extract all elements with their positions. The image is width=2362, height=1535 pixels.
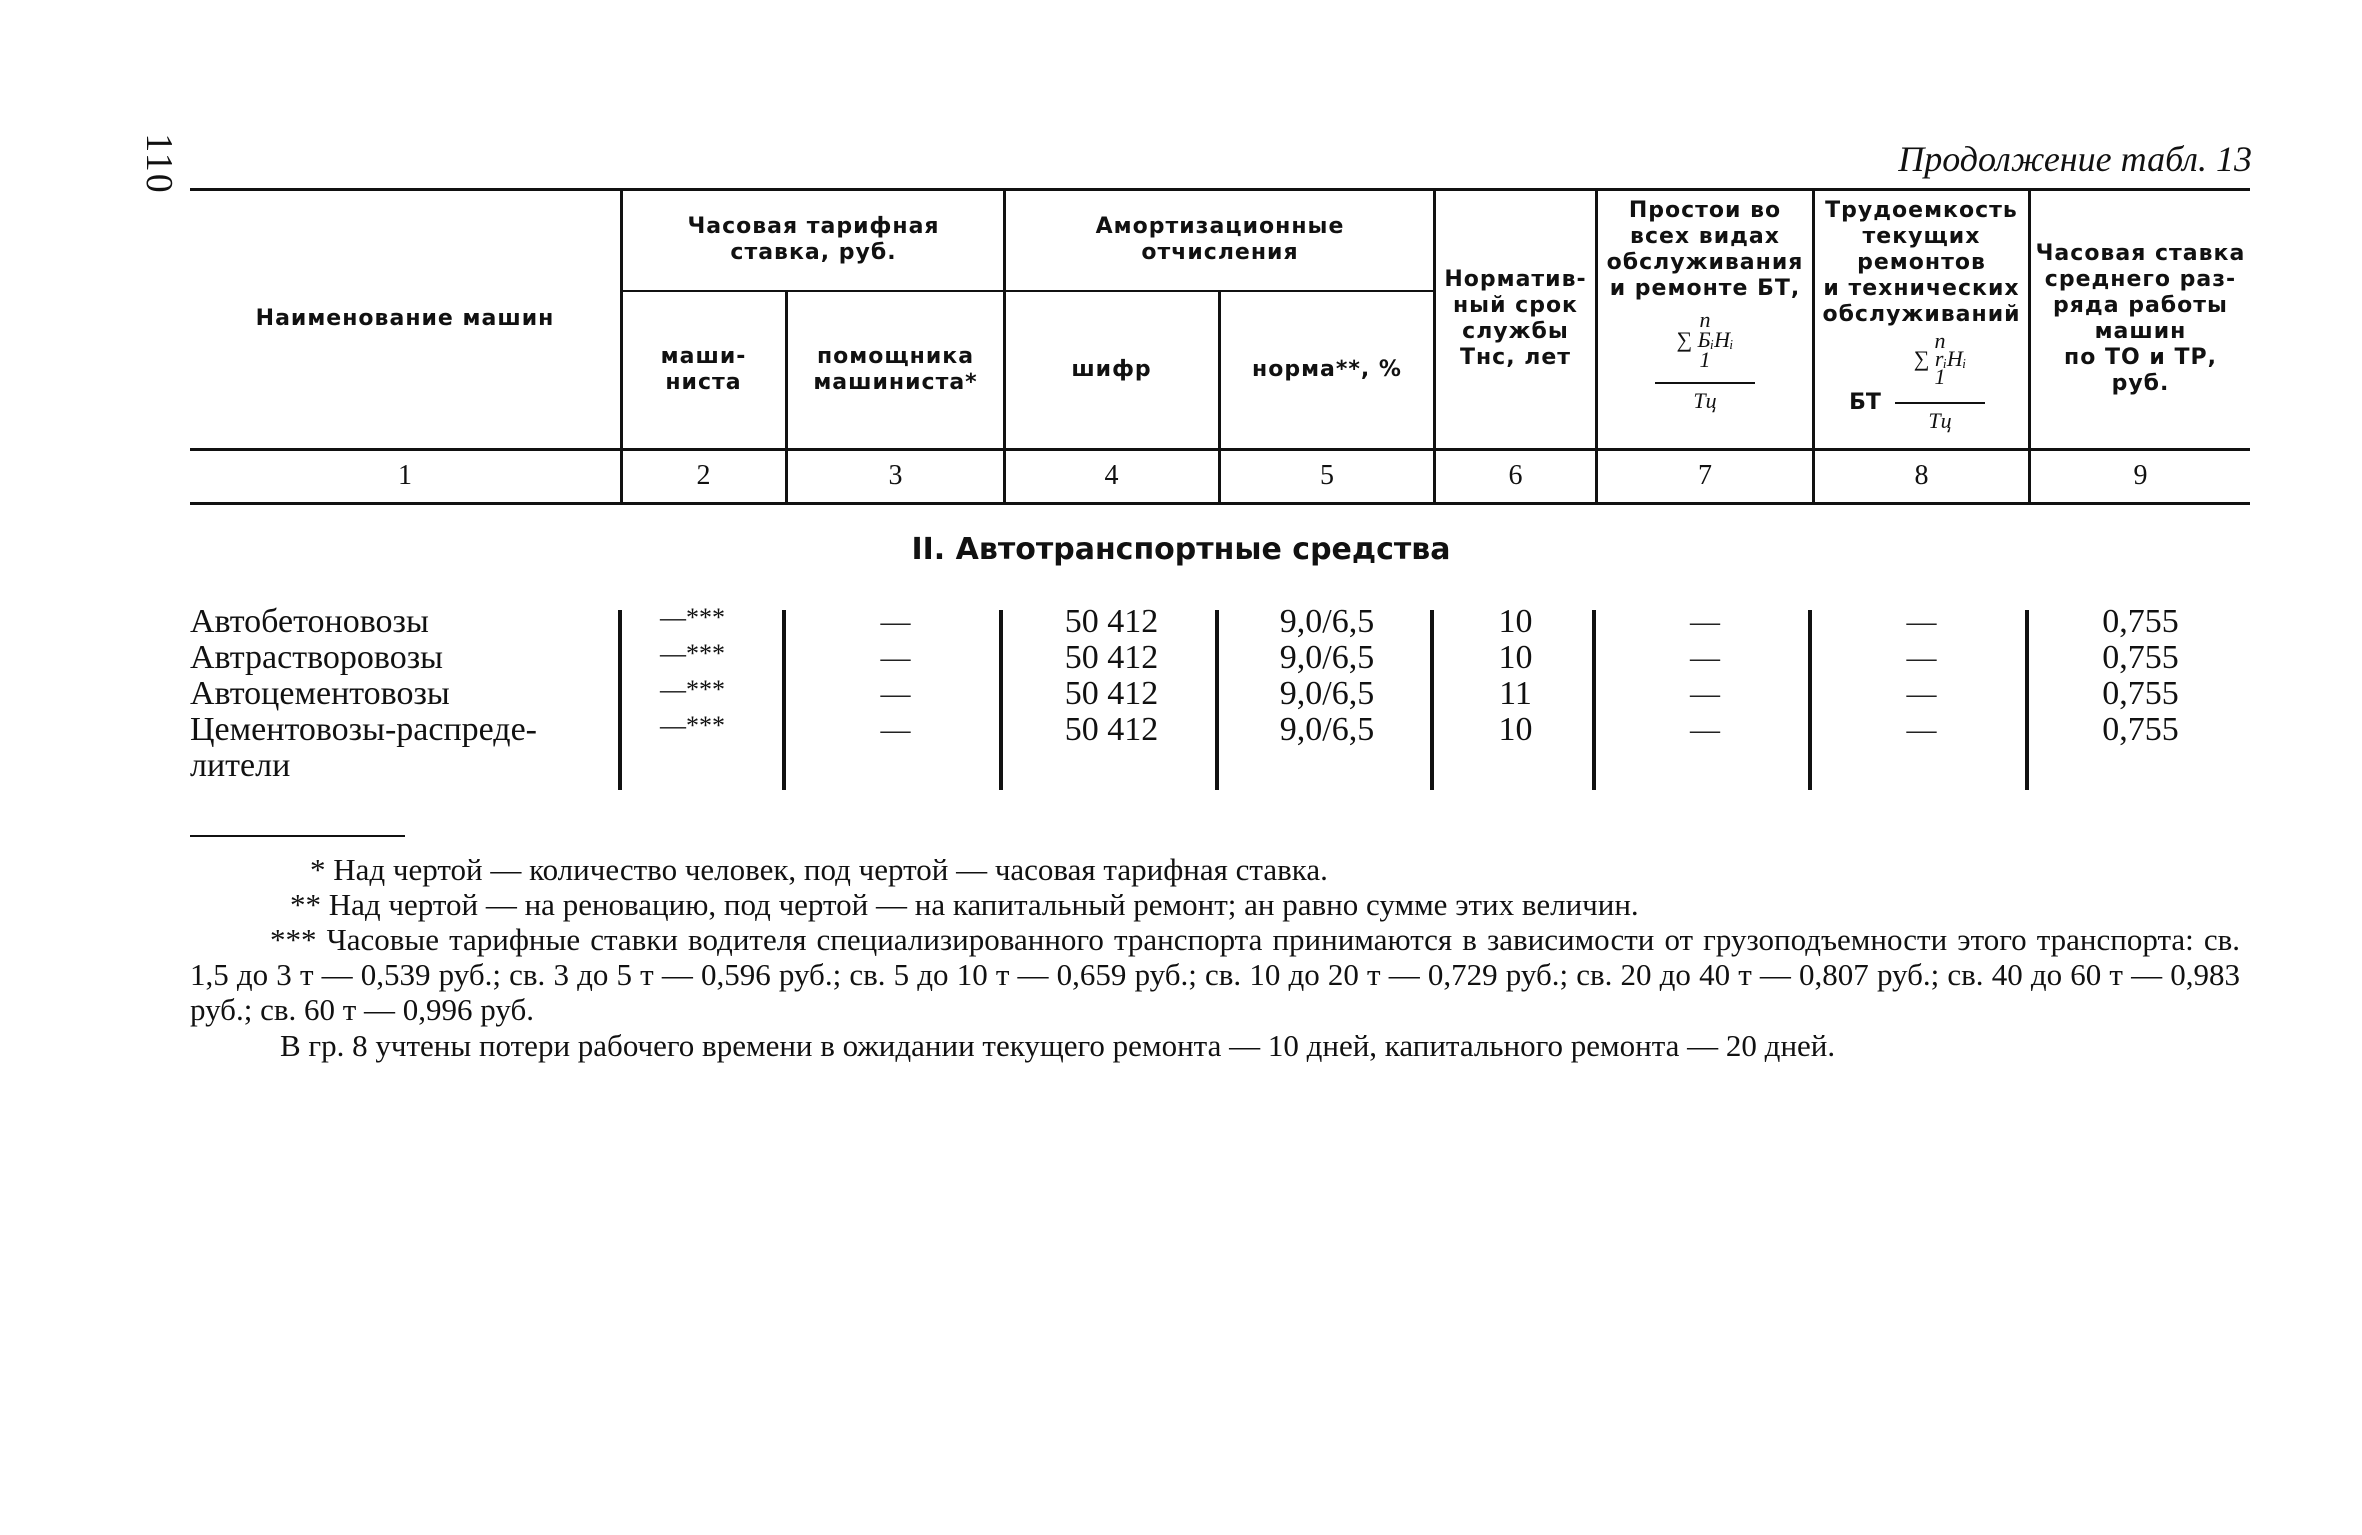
row-assistant-rate: — xyxy=(880,605,911,638)
body-vline xyxy=(782,610,786,790)
row-downtime: — xyxy=(1690,641,1720,674)
col-number: 4 xyxy=(1104,460,1119,491)
col-number: 7 xyxy=(1698,460,1712,491)
colnum-bottom-rule xyxy=(190,502,2250,505)
row-downtime: — xyxy=(1690,713,1720,746)
row-assistant-rate: — xyxy=(880,713,911,746)
row-amort-norm: 9,0/6,5 xyxy=(1279,711,1375,748)
header-labor: Трудоемкость текущих ремонтов и технических обслуживаний xyxy=(1822,198,2021,327)
col-number: 9 xyxy=(2133,460,2148,491)
row-name: Автрастворовозы xyxy=(190,639,443,676)
body-vline xyxy=(618,610,622,790)
header-rate-driver: маши- ниста xyxy=(660,344,747,395)
downtime-formula-bar xyxy=(1655,382,1755,384)
footnote-separator xyxy=(190,835,405,837)
row-name: Автобетоновозы xyxy=(190,603,429,640)
col-number: 5 xyxy=(1320,460,1334,491)
labor-formula-prefix: БТ xyxy=(1849,390,1881,415)
labor-formula-denominator: Tц xyxy=(1928,408,1952,433)
table-caption: Продолжение табл. 13 xyxy=(1898,139,2252,179)
row-assistant-rate: — xyxy=(880,677,911,710)
col-number: 2 xyxy=(696,460,711,491)
row-avg-rate: 0,755 xyxy=(2102,675,2179,712)
row-labor: — xyxy=(1906,641,1937,674)
row-avg-rate: 0,755 xyxy=(2102,711,2179,748)
row-labor: — xyxy=(1906,713,1937,746)
col-number: 6 xyxy=(1508,460,1523,491)
header-rate-group: Часовая тарифная ставка, руб. xyxy=(687,214,940,265)
row-service-life: 10 xyxy=(1498,603,1533,640)
row-name-continued: лители xyxy=(190,747,291,784)
header-service-life: Норматив- ный срок службы Тнс, лет xyxy=(1444,267,1587,370)
header-rate-assistant: помощника машиниста* xyxy=(813,344,978,395)
footnote-4: В гр. 8 учтены потери рабочего времени в ожидании текущего ремонта — 10 дней, капитального ремонта — 20 дней. xyxy=(280,1028,1836,1063)
row-driver-rate: —*** xyxy=(660,603,725,632)
header-name: Наименование машин xyxy=(255,306,555,332)
row-labor: — xyxy=(1906,605,1937,638)
row-assistant-rate: — xyxy=(880,641,911,674)
header-downtime: Простои во всех видах обслуживания и ремонте БТ, xyxy=(1606,198,1804,301)
row-amort-norm: 9,0/6,5 xyxy=(1279,675,1375,712)
row-amort-code: 50 412 xyxy=(1064,603,1159,640)
row-labor: — xyxy=(1906,677,1937,710)
header-group-rule-rate xyxy=(622,290,1005,292)
row-downtime: — xyxy=(1690,677,1720,710)
header-amort-code: шифр xyxy=(1071,357,1152,383)
row-amort-code: 50 412 xyxy=(1064,711,1159,748)
col-number: 3 xyxy=(888,460,903,491)
downtime-formula-numerator: n ∑ БᵢHᵢ 1 xyxy=(1676,307,1734,372)
row-service-life: 10 xyxy=(1498,639,1533,676)
labor-formula-bar xyxy=(1895,402,1985,404)
header-avg-rate: Часовая ставка среднего раз- ряда работы машин по ТО и ТР, руб. xyxy=(2035,241,2246,396)
section-title: II. Автотранспортные средства xyxy=(911,532,1451,567)
row-avg-rate: 0,755 xyxy=(2102,603,2179,640)
header-amort-norm: норма**, % xyxy=(1252,357,1402,383)
downtime-formula-denominator: Tц xyxy=(1693,388,1717,413)
footnote-1: * Над чертой — количество человек, под чертой — часовая тарифная ставка. xyxy=(310,852,1328,887)
page-number: 110 xyxy=(137,133,180,195)
row-name: Автоцементовозы xyxy=(190,675,450,712)
row-amort-code: 50 412 xyxy=(1064,639,1159,676)
row-amort-code: 50 412 xyxy=(1064,675,1159,712)
row-amort-norm: 9,0/6,5 xyxy=(1279,639,1375,676)
col-number: 8 xyxy=(1914,460,1929,491)
row-downtime: — xyxy=(1690,605,1720,638)
row-driver-rate: —*** xyxy=(660,675,725,704)
row-service-life: 10 xyxy=(1498,711,1533,748)
row-name: Цементовозы-распреде- xyxy=(190,711,538,748)
row-driver-rate: —*** xyxy=(660,711,725,740)
col-number: 1 xyxy=(398,460,412,491)
row-driver-rate: —*** xyxy=(660,639,725,668)
labor-formula-numerator: n ∑ rᵢHᵢ 1 xyxy=(1913,328,1967,389)
footnote-3: *** Часовые тарифные ставки водителя специализированного транспорта принимаются в зависимости от грузоподъемности этого транспорта: св. 1,5 до 3 т — 0,539 руб.; св. 3 до 5 т — 0,596 руб.; св. 5 до 10 т — 0,659 руб.; св. 10 до 20 т — 0,729 руб.; св. 20 до 40 т — 0,807 руб.; св. 40 до 60 т — 0,983 руб.; св. 60 т — 0,996 руб. xyxy=(190,922,2240,1027)
header-amort-group: Амортизационные отчисления xyxy=(1095,214,1345,265)
footnote-2: ** Над чертой — на реновацию, под чертой — на капитальный ремонт; aн равно сумме этих величин. xyxy=(290,887,1639,922)
row-amort-norm: 9,0/6,5 xyxy=(1279,603,1375,640)
row-service-life: 11 xyxy=(1499,675,1532,712)
row-avg-rate: 0,755 xyxy=(2102,639,2179,676)
